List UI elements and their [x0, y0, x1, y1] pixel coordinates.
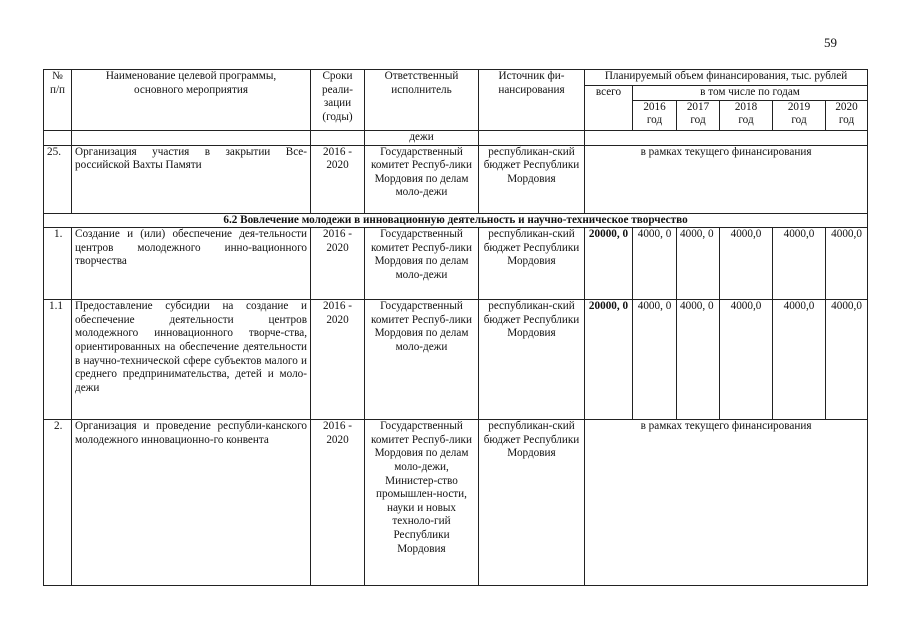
header-name: Наименование целевой программы, основного мероприятия [72, 70, 311, 131]
row-period: 2016 - 2020 [311, 420, 365, 586]
table-row-1 [44, 228, 868, 300]
section-title: 6.2 Вовлечение молодежи в инновационную деятельность и научно-техническое творчество [44, 213, 868, 228]
financing-table [43, 69, 868, 586]
header-period: Сроки реали-зации (годы) [311, 70, 365, 131]
row-period: 2016 - 2020 [311, 228, 365, 300]
row-2020: 4000,0 [826, 228, 868, 300]
row-num: 1. [44, 228, 72, 300]
row-num: 1.1 [44, 300, 72, 420]
header-year-2017: 2017 год [677, 100, 720, 130]
continuation-row [44, 130, 868, 145]
row-name: Организация участия в закрытии Все-российской Вахты Памяти [72, 145, 311, 213]
header-row-1 [44, 70, 868, 86]
header-year-2019: 2019 год [773, 100, 826, 130]
row-2019: 4000,0 [773, 228, 826, 300]
row-source: республикан-ский бюджет Республики Мордовия [479, 300, 585, 420]
header-source: Источник фи-нансирования [479, 70, 585, 131]
header-num: № п/п [44, 70, 72, 131]
section-header-row [44, 213, 868, 228]
row-funding: в рамках текущего финансирования [585, 420, 868, 586]
row-2017: 4000, 0 [677, 300, 720, 420]
header-year-2018: 2018 год [720, 100, 773, 130]
row-executor: Государственный комитет Респуб-лики Мордовия по делам моло-дежи, Министер-ство промышлен-ности, науки и новых техноло-гий Республики Мордовия [365, 420, 479, 586]
row-num: 25. [44, 145, 72, 213]
row-source: республикан-ский бюджет Республики Мордовия [479, 145, 585, 213]
row-num: 2. [44, 420, 72, 586]
row-period: 2016 - 2020 [311, 145, 365, 213]
table-row-1-1 [44, 300, 868, 420]
continuation-executor: дежи [365, 130, 479, 145]
row-2018: 4000,0 [720, 300, 773, 420]
page-number: 59 [824, 35, 837, 50]
row-period: 2016 - 2020 [311, 300, 365, 420]
row-2017: 4000, 0 [677, 228, 720, 300]
header-year-2016: 2016 год [633, 100, 677, 130]
row-executor: Государственный комитет Респуб-лики Мордовия по делам моло-дежи [365, 300, 479, 420]
table-row-25 [44, 145, 868, 213]
header-year-2020: 2020 год [826, 100, 868, 130]
row-source: республикан-ский бюджет Республики Мордовия [479, 420, 585, 586]
row-name: Предоставление субсидии на создание и обеспечение деятельности центров молодежного инновационного творче-ства, ориентированных на обеспечение деятельности в научно-технической сфере субъектов малого и среднего предпринимательства, детей и моло-дежи [72, 300, 311, 420]
row-2019: 4000,0 [773, 300, 826, 420]
row-source: республикан-ский бюджет Республики Мордовия [479, 228, 585, 300]
row-name: Создание и (или) обеспечение дея-тельности центров молодежного инно-вационного творчества [72, 228, 311, 300]
row-2016: 4000, 0 [633, 228, 677, 300]
row-name: Организация и проведение республи-канского молодежного инновационно-го конвента [72, 420, 311, 586]
row-2020: 4000,0 [826, 300, 868, 420]
row-funding: в рамках текущего финансирования [585, 145, 868, 213]
row-executor: Государственный комитет Респуб-лики Мордовия по делам моло-дежи [365, 228, 479, 300]
row-total: 20000, 0 [585, 300, 633, 420]
header-total: всего [585, 86, 633, 131]
header-planned: Планируемый объем финансирования, тыс. рублей [585, 70, 868, 86]
row-2018: 4000,0 [720, 228, 773, 300]
row-2016: 4000, 0 [633, 300, 677, 420]
table-row-2 [44, 420, 868, 586]
row-total: 20000, 0 [585, 228, 633, 300]
header-by-years: в том числе по годам [633, 86, 868, 101]
header-executor: Ответственный исполнитель [365, 70, 479, 131]
row-executor: Государственный комитет Респуб-лики Мордовия по делам моло-дежи [365, 145, 479, 213]
